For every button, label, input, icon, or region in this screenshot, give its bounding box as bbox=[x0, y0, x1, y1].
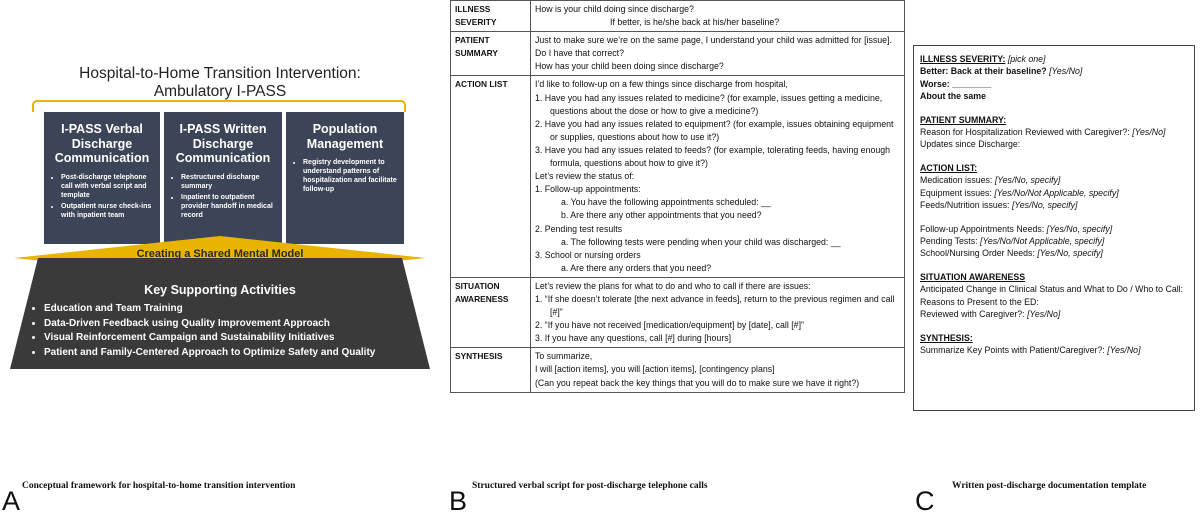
section-situation-awareness: SITUATION AWARENESS Anticipated Change in Clinical Status and What to Do / Who to Call: Reasons to Present to the ED: Reviewed with Caregiver?: [Yes/No] bbox=[920, 271, 1188, 320]
row-label: ACTION LIST bbox=[451, 76, 531, 277]
supporting-list bbox=[30, 302, 410, 360]
yellow-bracket bbox=[32, 100, 406, 112]
column-bullet: • Inpatient to outpatient provider handoff in medical record bbox=[181, 193, 276, 220]
framework-title-line2: Ambulatory I-PASS bbox=[153, 83, 287, 100]
verbal-script-table bbox=[450, 0, 905, 393]
supporting-item: • Education and Team Training bbox=[44, 302, 410, 317]
column-bullet: • Restructured discharge summary bbox=[181, 173, 276, 191]
column-bullets bbox=[170, 173, 276, 220]
panel-letter-a: A bbox=[2, 486, 21, 516]
row-label: SYNTHESIS bbox=[451, 348, 531, 392]
table-row-synthesis bbox=[451, 348, 905, 392]
row-label: ILLNESS SEVERITY bbox=[451, 1, 531, 32]
documentation-template bbox=[913, 45, 1195, 411]
column-bullet: • Registry development to understand patterns of hospitalization and facilitate follow-up bbox=[303, 158, 398, 194]
caption-b: Structured verbal script for post-discharge telephone calls bbox=[472, 481, 708, 491]
supporting-activities bbox=[30, 283, 410, 360]
section-heading: ACTION LIST: bbox=[920, 163, 978, 174]
section-heading: PATIENT SUMMARY: bbox=[920, 114, 1007, 125]
panel-letter-c: C bbox=[915, 486, 935, 516]
column-verbal-communication bbox=[44, 112, 160, 244]
framework-title-line1: Hospital-to-Home Transition Intervention: bbox=[79, 65, 361, 82]
section-heading: SYNTHESIS: bbox=[920, 332, 973, 343]
column-heading: Population Management bbox=[306, 122, 384, 151]
column-bullet: • Post-discharge telephone call with verbal script and template bbox=[61, 173, 154, 200]
caption-c: Written post-discharge documentation template bbox=[952, 481, 1147, 491]
section-patient-summary: PATIENT SUMMARY: Reason for Hospitalization Reviewed with Caregiver?: [Yes/No] Updates since Discharge: bbox=[920, 114, 1188, 151]
table-row-situation-awareness bbox=[451, 277, 905, 347]
panel-a-framework bbox=[0, 0, 440, 517]
supporting-heading: Key Supporting Activities bbox=[144, 283, 296, 297]
row-content: How is your child doing since discharge? If better, is he/she back at his/her baseline? bbox=[531, 1, 905, 32]
column-bullets bbox=[292, 158, 398, 194]
column-written-communication bbox=[164, 112, 282, 244]
row-content: Just to make sure we’re on the same page, I understand your child was admitted for [issue]. Do I have that correct? How has your child been doing since discharge? bbox=[531, 32, 905, 76]
row-content: I’d like to follow-up on a few things since discharge from hospital, 1. Have you had any issues related to medicine? (for example, issues getting a medicine, questions about the dose or how to give a medicine?) 2. Have you had any issues related to equipment? (for example, issues obtaining equipment or supplies, questions about how to use it?) 3. Have you had any issues related to feeds? (for example, tolerating feeds, having enough formula, questions about how to give it?) Let’s review the status of: 1. Follow-up appointments: a. You have the following appointments scheduled: __ b. Are there any other appointments that you need? 2. Pending test results a. The following tests were pending when your child was discharged: __ 3. School or nursing orders a. Are there any orders that you need? bbox=[531, 76, 905, 277]
section-follow-up: Follow-up Appointments Needs: [Yes/No, specify] Pending Tests: [Yes/No/Not Applicable, specify] School/Nursing Order Needs: [Yes/No, specify] bbox=[920, 223, 1113, 259]
column-heading: I-PASS Verbal Discharge Communication bbox=[54, 122, 150, 165]
column-heading: I-PASS Written Discharge Communication bbox=[175, 122, 271, 165]
row-content: To summarize, I will [action items], you will [action items], [contingency plans] (Can you repeat back the key things that you will do to make sure we have it right?) bbox=[531, 348, 905, 392]
table-row-patient-summary bbox=[451, 32, 905, 76]
column-bullet: • Outpatient nurse check-ins with inpatient team bbox=[61, 202, 154, 220]
table-row-illness bbox=[451, 1, 905, 32]
row-label: SITUATION AWARENESS bbox=[451, 277, 531, 347]
row-content: Let’s review the plans for what to do and who to call if there are issues: 1. “If she doesn’t tolerate [the next advance in feeds], return to the previous regimen and call [#]” 2. “If you have not received [medication/equipment] by [date], call [#]” 3. If you have any questions, call [#] during [hours] bbox=[531, 277, 905, 347]
row-label: PATIENT SUMMARY bbox=[451, 32, 531, 76]
caption-a: Conceptual framework for hospital-to-home transition intervention bbox=[22, 481, 296, 491]
supporting-item: • Visual Reinforcement Campaign and Sustainability Initiatives bbox=[44, 331, 410, 346]
table-row-action-list bbox=[451, 76, 905, 277]
shared-model-label: Creating a Shared Mental Model bbox=[136, 248, 304, 260]
section-heading: ILLNESS SEVERITY: bbox=[920, 54, 1006, 64]
section-heading: SITUATION AWARENESS bbox=[920, 272, 1026, 283]
supporting-item: • Data-Driven Feedback using Quality Improvement Approach bbox=[44, 317, 410, 332]
section-illness-severity: ILLNESS SEVERITY: [pick one] Better: Back at their baseline? [Yes/No] Worse: ________ About the same bbox=[920, 54, 1083, 101]
column-population-management bbox=[286, 112, 404, 244]
supporting-item: • Patient and Family-Centered Approach to Optimize Safety and Quality bbox=[44, 346, 410, 361]
section-synthesis: SYNTHESIS: Summarize Key Points with Patient/Caregiver?: [Yes/No] bbox=[920, 332, 1188, 357]
column-bullets bbox=[50, 173, 154, 220]
panel-letter-b: B bbox=[449, 486, 468, 516]
section-action-list: ACTION LIST: Medication issues: [Yes/No, specify] Equipment issues: [Yes/No/Not Applicable, specify] Feeds/Nutrition issues: [Yes/No, specify] bbox=[920, 162, 1188, 211]
